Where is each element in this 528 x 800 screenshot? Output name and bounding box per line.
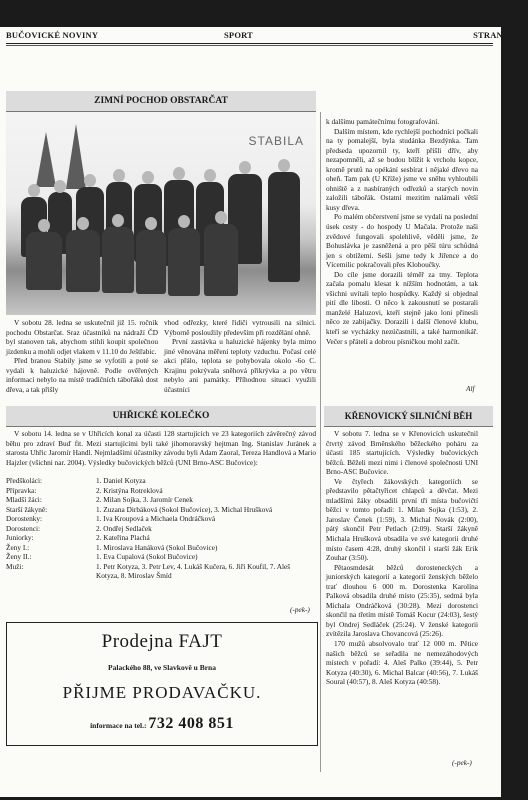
result-value: 2. Ondřej Sedlaček (96, 523, 152, 533)
result-category: Mladší žáci: (6, 495, 42, 505)
hiker-head (215, 211, 227, 224)
result-value: 2. Kristýna Rotreklová (96, 485, 163, 495)
hiker (26, 232, 62, 290)
advertisement (6, 622, 318, 746)
result-value: 1. Iva Kroupová a Michaela Ondráčková (96, 514, 216, 524)
result-row (6, 486, 316, 496)
tree (36, 132, 56, 187)
result-category: Ženy II.: (6, 552, 32, 562)
result-row (6, 495, 316, 505)
uhricke-intro (6, 429, 316, 467)
result-category: Dorostenci: (6, 523, 41, 533)
newspaper-name: BUČOVICKÉ NOVINY (6, 30, 99, 40)
hiker-head (173, 167, 185, 180)
result-row (6, 505, 316, 515)
result-category: Muži: (6, 561, 24, 571)
group-photo (6, 112, 316, 315)
ad-phone: 732 408 851 (148, 715, 234, 732)
result-category: Předškoláci: (6, 476, 43, 485)
header-rule (6, 43, 493, 44)
krenovicky-p1: V sobotu 7. ledna se v Křenovicích uskutečnil čtvrtý závod Brněnského běžeckého poháru za účasti 185 startujících. Výsledky bučovických běžců. Běželi mezi nimi i členové společnosti UNI Brno-ASC Bučovice. (326, 429, 478, 477)
hiker (102, 227, 134, 293)
stabila-sign: STABILA (248, 134, 304, 148)
result-row (6, 562, 316, 581)
hiker-head (113, 169, 125, 182)
result-row (6, 552, 316, 562)
result-category: Přípravka: (6, 485, 37, 495)
result-value: 2. Kateřina Plachá (96, 533, 150, 543)
zimni-right-p3: Po malém občerstvení jsme se vydali na poslední úsek cesty - do hospody U Mačala. Protože naši zvědové fungovali spolehlivě, věděli jsme, že Bohuslávka je zasněžená a pro pěší túru schůdná jen s obtížemi. Sešli jsme tedy k Jiřence a do Vícemilic pokračovali přes Kloboučky. (326, 212, 478, 270)
zimni-col1-p2: Před branou Stabily jsme se vyfotili a poté se vydali k haluzické hájovně. Podle ověřených informací nebylo na místě tradičních tábořáků dost dřeva, a tak přišly (6, 356, 158, 394)
result-row (6, 524, 316, 534)
uhricke-intro-text: V sobotu 14. ledna se v Uhřicích konal za účasti 128 startujících ve 23 kategoriích závěrečný závod běhu pro zdraví Buď fit. Mezi startujícími byli také jihomoravský hejtman Ing. Stanislav Juránek a starosta Uhřic Jaromír Handl. Nejmladšími účastníky závodu byli Adam Zaoral, Tereza Handlová a Mario Hajzler (všichni nar. 2004). Výsledky bučovických běžců (UNI Brno-ASC Bučovice): (6, 429, 316, 467)
uhricke-results (6, 476, 316, 581)
zimni-signature: Alf (466, 384, 475, 393)
hiker-head (54, 180, 66, 193)
zimni-col2-p2: První zastávka u haluzické hájenky byla mimo jiné věnována měření teploty vzduchu. Počasí celé akci přálo, teplota se pohybovala okolo -6o C. Krajinu pokrývala sněhová přikrývka a po větru nebylo ani památky. Příhodnou situaci využili účastníci (164, 337, 316, 394)
result-row (6, 543, 316, 553)
hiker-head (239, 161, 251, 174)
hiker-head (178, 215, 190, 228)
zimni-right-p2: Dalším místem, kde rychlejší pochodníci počkali na ty pomalejší, byla studánka Bezdýnka. Tam předseda upozornil ty, kteří přišli dřív, aby nezapomněli, až se budou blížit k vrcholu kopce, kromě prutů na opékání sesbírat i nějaké dřevo na oheň. Tam pak (U Kříže) jsme ve sněhu vyhloubili ohniště a z nasbíraných odřezků a starých novin založili tábořák. Ostatní mezitím nalámali větší kusy dřeva. (326, 126, 478, 212)
hiker-head (77, 217, 89, 230)
krenovicky-title: KŘENOVICKÝ SILNIČNÍ BĚH (344, 411, 473, 421)
hiker-head (204, 169, 216, 182)
krenovicky-heading (324, 406, 493, 427)
hiker-head (142, 171, 154, 184)
hiker-head (28, 184, 40, 197)
tree (66, 124, 86, 189)
result-row (6, 533, 316, 543)
zimni-col1 (6, 318, 158, 394)
result-category: Starší žákyně: (6, 504, 48, 514)
result-value: 2. Milan Sojka, 3. Jaromír Cenek (96, 495, 193, 505)
section-name: SPORT (224, 30, 254, 40)
result-value: 1. Miroslava Hanáková (Sokol Bučovice) (96, 542, 218, 552)
krenovicky-p3: Pětaosmdesát běžců dorosteneckých a juniorských kategorií a kategorií ženských běželo trať dlouhou 6 000 m. Dorostenka Karolína Palková obsadila druhé místo (25:35), sedmá byla Michala Ondráčková (30:28). Mezi dorostenci skončil na třetím místě Tomáš Kocur (24:03), šestý byl Ondrej Sedláček (25:24). V ženské kategorii zvítězila Jaroslava Chovancová (25:26). (326, 562, 478, 639)
ad-address: Palackého 88, ve Slavkově u Brna (108, 663, 216, 672)
ad-info-label: informace na tel.: (90, 721, 147, 730)
zimni-right-p4: Do cíle jsme dorazili téměř za tmy. Teplota začala pomalu klesat k nížším hodnotám, a tak všichni uvítali teplo hospůdky. Každý si objednal pití dle libosti. O něco k zakousnutí se postarali manželé Haluzovi, kteří stejně jako loni přinesli něco ze zabijačky. Dorazili i další členové klubu, kteří se vycházky nezúčastnili, a také harmonikář. Večer s přátelí a dobrou písničkou mohl začít. (326, 269, 478, 346)
hiker-head (145, 217, 157, 230)
uhricke-signature: (-pek-) (290, 605, 310, 614)
zimni-right-column (326, 117, 478, 346)
zimni-col2 (164, 318, 316, 394)
ad-shop-name: Prodejna FAJT (101, 631, 223, 652)
hiker (268, 172, 300, 282)
hiker (66, 230, 100, 292)
result-value: 1. Zuzana Dirbáková (Sokol Bučovice), 3. Michal Hrušková (96, 504, 273, 514)
hiker (204, 224, 238, 296)
result-row (6, 514, 316, 524)
uhricke-title: UHŘICKÉ KOLEČKO (112, 411, 210, 421)
ad-slogan: PŘIJME PRODAVAČKU. (62, 683, 262, 702)
result-value: 1. Daniel Kotyza (96, 476, 146, 485)
hiker-head (38, 219, 50, 232)
krenovicky-p2: Ve čtyřech žákovských kategoriích se představilo pětačtyřicet chlapců a děvčat. Mezi mladšími žáky obsadili první tři místa bučovičtí běžci v tomto pořadí: 1. Milan Sojka (1:53), 2. Jaroslav Čenek (1:59), 3. Michal Novák (2:00), pátý skončil Petr Petlach (2:09). Starší žákyně Michala Hrušková obsadila ve své kategorii druhé místo časem 4:28, druhý skončil i starší žák Erik Zouhar (3:50). (326, 476, 478, 563)
hiker-head (112, 214, 124, 227)
result-row (6, 476, 316, 486)
hiker-head (278, 159, 290, 172)
hiker (136, 230, 166, 294)
result-value: 1. Eva Cupalová (Sokol Bučovice) (96, 552, 198, 562)
uhricke-heading (6, 406, 316, 427)
krenovicky-p4: 170 mužů absolvovalo trať 12 000 m. Pětice našich běžců se seřadila ne nemezáhodových místech v pořadí: 4. Aleš Palko (39:44), 5. Petr Kotyza (40:30), 6. Michal Balcar (40:56), 7. Lukáš Soural (40:57), 8. Aleš Kotyza (40:58). (326, 639, 478, 687)
hiker (168, 228, 200, 296)
zimni-col1-p1: V sobotu 28. ledna se uskutečnil již 15. ročník pochodu Obstarčat. Sraz účastníků na nádraží ČD byl stanoven tak, abychom stihli koupit společnou jízdenku a mohli odjet vlakem v 11.10 do Ještřabic. (6, 318, 158, 356)
krenovicky-signature: (-pek-) (452, 758, 472, 767)
result-category: Juniorky: (6, 533, 34, 543)
zimni-right-p1: k dalšímu památečnímu fotografování. (326, 117, 440, 126)
page-header (6, 30, 520, 42)
zimni-title: ZIMNÍ POCHOD OBSTARČAT (94, 96, 228, 106)
zimni-col2-p1: vhod odřezky, které řidiči vytrousili na silnici. Výborně posloužily především při rozdělání ohně. (164, 318, 316, 337)
page-number: STRANA 19 (473, 30, 520, 40)
result-category: Ženy I.: (6, 542, 30, 552)
result-category: Dorostenky: (6, 514, 43, 524)
header-rule-2 (6, 45, 493, 46)
hiker-head (84, 174, 96, 187)
result-value: 1. Petr Kotyza, 3. Petr Lev, 4. Lukáš Kučera, 6. Jiří Koufil, 7. Aleš Kotyza, 8. Miroslav Šmíd (96, 561, 291, 581)
zimni-heading (6, 91, 316, 112)
krenovicky-body (326, 429, 478, 687)
column-divider (320, 112, 321, 772)
ad-contact (7, 715, 317, 733)
